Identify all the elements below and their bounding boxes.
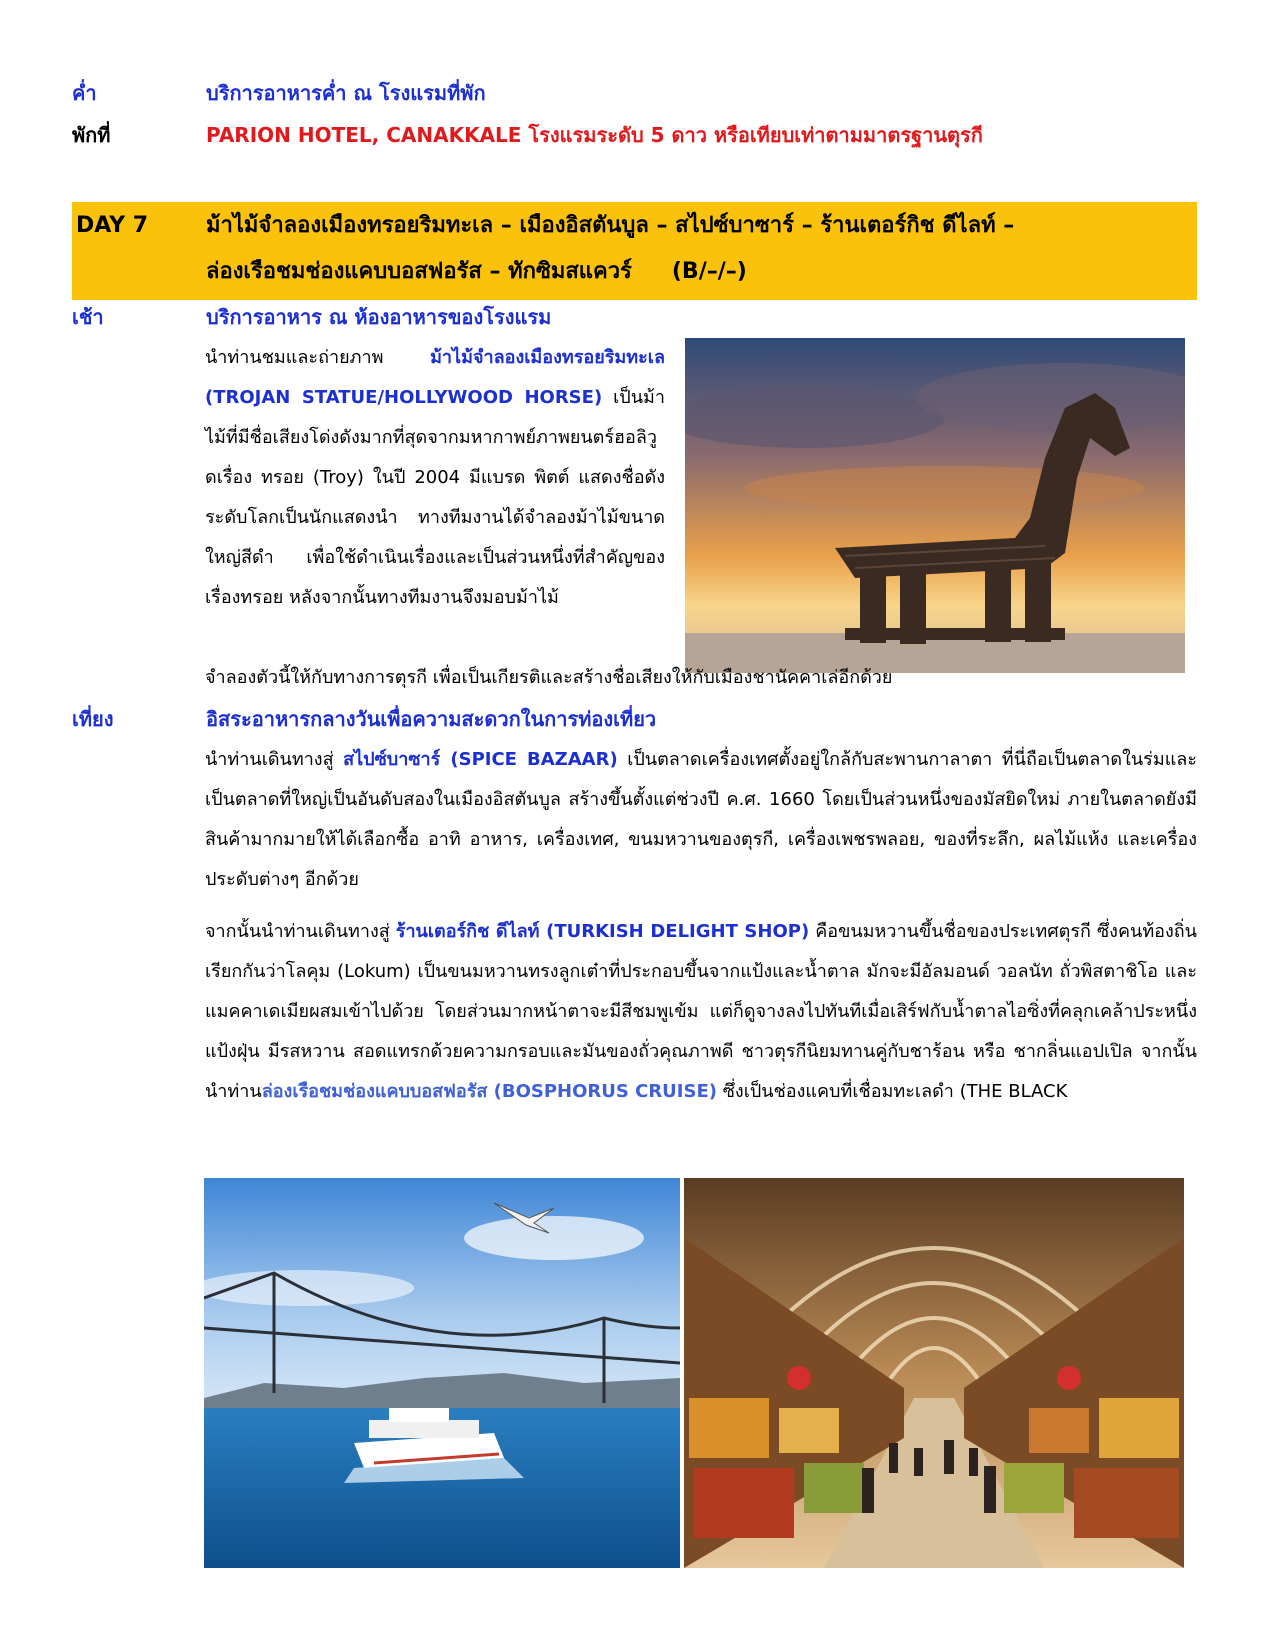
delight-intro: จากนั้นนำท่านเดินทางสู่ [205,921,396,942]
trojan-highlight: ม้าไม้จำลองเมืองทรอยริมทะเล (TROJAN STATUE/HOLLYWOOD HORSE) [205,347,665,408]
trojan-horse-photo [685,338,1185,673]
bosphorus-highlight: ล่องเรือชมช่องแคบบอสฟอรัส (BOSPHORUS CRUISE) [261,1081,717,1102]
trojan-intro: นำท่านชมและถ่ายภาพ [205,347,431,368]
morning-label: เช้า [72,305,104,329]
day-number: DAY 7 [76,213,149,238]
morning-text: บริการอาหาร ณ ห้องอาหารของโรงแรม [206,305,552,329]
lunch-text: อิสระอาหารกลางวันเพื่อความสะดวกในการท่องเที่ยว [206,707,657,731]
day-title-line1: ม้าไม้จำลองเมืองทรอยริมทะเล – เมืองอิสตันบูล – สไปซ์บาซาร์ – ร้านเตอร์กิช ดีไลท์ – [206,213,1015,238]
dinner-text: บริการอาหารค่ำ ณ โรงแรมที่พัก [206,81,486,105]
day-header-band [72,202,1197,300]
stay-label: พักที่ [72,123,111,147]
delight-highlight: ร้านเตอร์กิช ดีไลท์ (TURKISH DELIGHT SHOP) [395,921,810,942]
day-title-line2-text: ล่องเรือชมช่องแคบบอสฟอรัส – ทักซิมสแควร์ [206,259,632,284]
spice-body: เป็นตลาดเครื่องเทศตั้งอยู่ใกล้กับสะพานกาลาตา ที่นี่ถือเป็นตลาดในร่มและเป็นตลาดที่ใหญ่เป็นอันดับสองในเมืองอิสตันบูล สร้างขึ้นตั้งแต่ช่วงปี ค.ศ. 1660 โดยเป็นส่วนหนึ่งของมัสยิดใหม่ ภายในตลาดยังมีสินค้ามากมายให้ได้เลือกซื้อ อาทิ อาหาร, เครื่องเทศ, ขนมหวานของตุรกี, เครื่องเพชรพลอย, ของที่ระลึก, ผลไม้แห้ง และเครื่องประดับต่างๆ อีกด้วย [205,749,1197,890]
delight-body2: ซึ่งเป็นช่องแคบที่เชื่อมทะเลดำ (THE BLACK [716,1081,1068,1102]
lunch-label: เที่ยง [72,707,114,731]
trojan-paragraph [205,338,665,618]
dinner-label: ค่ำ [72,81,97,105]
bosphorus-photo [204,1178,680,1568]
delight-paragraph [205,912,1197,1112]
stay-text: PARION HOTEL, CANAKKALE โรงแรมระดับ 5 ดาว หรือเทียบเท่าตามมาตรฐานตุรกี [206,123,983,147]
spice-intro: นำท่านเดินทางสู่ [205,749,344,770]
spice-highlight: สไปซ์บาซาร์ (SPICE BAZAAR) [343,749,618,770]
spice-bazaar-photo [684,1178,1184,1568]
day-meals: (B/–/–) [671,259,747,284]
spice-paragraph [205,740,1197,900]
delight-body: คือขนมหวานขึ้นชื่อของประเทศตุรกี ซึ่งคนท้องถิ่นเรียกกันว่าโลคุม (Lokum) เป็นขนมหวานทรงลูกเต๋าที่ประกอบขึ้นจากแป้งและน้ำตาล มักจะมีอัลมอนด์ วอลนัท ถั่วพิสตาชิโอ และแมคคาเดเมียผสมเข้าไปด้วย โดยส่วนมากหน้าตาจะมีสีชมพูเข้ม แต่ก็ดูจางลงไปทันทีเมื่อเสิร์ฟกับน้ำตาลไอซิ่งที่คลุกเคล้าประหนึ่งแป้งฝุ่น มีรสหวาน สอดแทรกด้วยความกรอบและมันของถั่วคุณภาพดี ชาวตุรกีนิยมทานคู่กับชาร้อน หรือ ชากลิ่นแอปเปิล จากนั้นนำท่าน [205,921,1197,1102]
trojan-tail: จำลองตัวนี้ให้กับทางการตุรกี เพื่อเป็นเกียรติและสร้างชื่อเสียงให้กับเมืองชานัคคาเล่อีกด้วย [205,667,893,688]
day-title-line2 [206,256,747,288]
trojan-body: เป็นม้าไม้ที่มีชื่อเสียงโด่งดังมากที่สุดจากมหากาพย์ภาพยนตร์ฮอลิวูดเรื่อง ทรอย (Troy) ในปี 2004 มีแบรด พิตต์ แสดงชื่อดังระดับโลกเป็นนักแสดงนำ ทางทีมงานได้จำลองม้าไม้ขนาดใหญ่สีดำ เพื่อใช้ดำเนินเรื่องและเป็นส่วนหนึ่งที่สำคัญของเรื่องทรอย หลังจากนั้นทางทีมงานจึงมอบม้าไม้ [205,387,666,608]
